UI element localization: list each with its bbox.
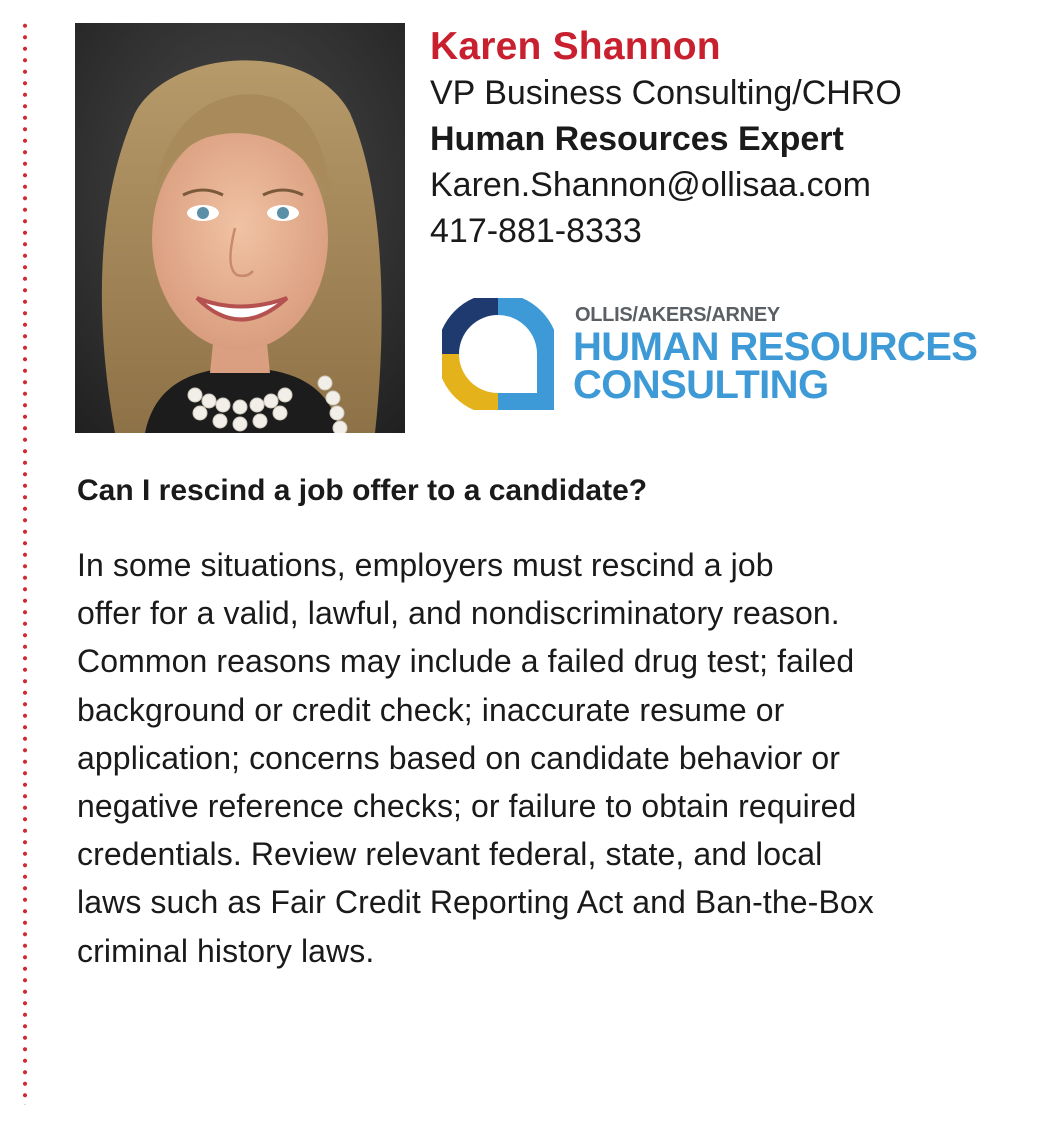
answer-line: negative reference checks; or failure to obtain required <box>77 788 857 825</box>
logo-title <box>573 325 978 407</box>
logo-subtitle: OLLIS/AKERS/ARNEY <box>575 304 780 326</box>
company-logo <box>442 298 1012 410</box>
answer-line: application; concerns based on candidate behavior or <box>77 739 841 776</box>
answer-line: credentials. Review relevant federal, state, and local <box>77 836 823 873</box>
logo-line-2: CONSULTING <box>573 363 829 407</box>
person-name: Karen Shannon <box>430 25 721 68</box>
answer-line: In some situations, employers must rescind a job <box>77 547 774 583</box>
answer-line: criminal history laws. <box>77 932 375 969</box>
faq-answer <box>77 541 1037 975</box>
portrait-photo <box>75 23 405 433</box>
speech-bubble-logo-icon <box>442 298 554 410</box>
job-title: VP Business Consulting/CHRO <box>430 74 902 112</box>
answer-line: laws such as Fair Credit Reporting Act and Ban-the-Box <box>77 884 874 921</box>
phone-number: 417-881-8333 <box>430 212 642 250</box>
specialty: Human Resources Expert <box>430 120 844 158</box>
contact-info <box>430 24 902 254</box>
dotted-border <box>22 20 28 1105</box>
faq-question: Can I rescind a job offer to a candidate? <box>77 474 648 507</box>
answer-line: offer for a valid, lawful, and nondiscriminatory reason. <box>77 595 840 632</box>
logo-line-1: HUMAN RESOURCES <box>573 325 978 369</box>
answer-line: background or credit check; inaccurate resume or <box>77 691 785 728</box>
answer-line: Common reasons may include a failed drug test; failed <box>77 643 855 680</box>
email-link[interactable]: Karen.Shannon@ollisaa.com <box>430 166 871 204</box>
